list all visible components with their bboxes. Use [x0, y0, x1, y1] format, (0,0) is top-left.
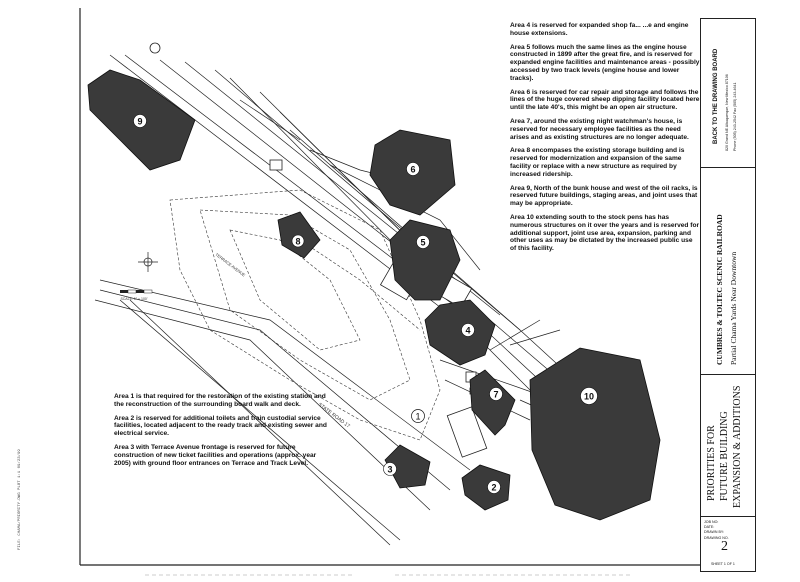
area-9-label: 9 — [137, 116, 143, 127]
job-no-label: JOB NO: — [704, 520, 719, 524]
project-cell — [701, 169, 755, 375]
state-road-label: STATE ROAD 17 — [316, 401, 351, 430]
drawing-no-label: DRAWING NO. — [704, 536, 729, 540]
firm-cell — [701, 19, 755, 168]
note-area-1: Area 1 is that required for the restoration of the existing station and the reconstruction of the surrounding board walk and deck. — [114, 393, 326, 408]
area-5-label: 5 — [420, 237, 426, 248]
sheet-of: SHEET 1 OF 1 — [711, 562, 735, 566]
note-area-4: Area 4 is reserved for expanded shop fa... ...e and engine house extensions. — [510, 22, 689, 37]
area-6-label: 6 — [410, 164, 416, 175]
file-margin-note: FILE: CHAMA/PRIORITY.DWG PLOT 1:1 09/23/99 — [18, 449, 22, 550]
note-area-5: Area 5 follows much the same lines as the engine house constructed in 1899 after the great fire, and is reserved for expanded engine facilities and maintenance areas - possibly accessed by two track levels (engine house and lower tracks). — [510, 43, 700, 82]
area-10-shape — [530, 348, 660, 520]
firm-address: 820 Grand NE Albuquerque, New Mexico 87106 — [725, 74, 729, 151]
note-area-7: Area 7, around the existing night watchman's house, is reserved for necessary employee facilities as the need arises and as existing structures are no longer adequate. — [510, 117, 689, 141]
note-area-9: Area 9, North of the bunk house and west of the oil racks, is reserved future buildings, staging areas, and joint uses that may be appropriate. — [510, 184, 698, 208]
firm-phone: Phone (505) 243-2542 Fax (505) 243-4641 — [733, 82, 737, 151]
area-4-label: 4 — [465, 325, 471, 336]
note-area-6: Area 6 is reserved for car repair and storage and follows the lines of the huge covered sheep dipping facility located here until the late 40's, this might be an open air structure. — [510, 88, 700, 112]
area-2-shape — [462, 465, 510, 510]
area-3-label: 3 — [387, 464, 393, 475]
note-area-3: Area 3 with Terrace Avenue frontage is reserved for future construction of new ticket facilities and operations (approx. year 2005) with ground floor entrances on Terrace and Track Level. — [114, 443, 317, 467]
area-8-label: 8 — [295, 236, 301, 247]
drawing-number-cell — [701, 518, 755, 571]
area-1-label: 1 — [415, 411, 421, 422]
drawing-title-line-1: PRIORITIES FOR — [706, 425, 717, 501]
notes-top — [510, 22, 700, 259]
drawing-title-line-2: FUTURE BUILDING — [719, 411, 730, 501]
project-railroad: CUMBRES & TOLTEC SCENIC RAILROAD — [715, 214, 724, 365]
note-area-2: Area 2 is reserved for additional toilets and train custodial service facilities, located adjacent to the ready track and existing sewer and electrical service. — [114, 414, 327, 438]
drawing-title-line-3: EXPANSION & ADDITIONS — [732, 385, 743, 508]
area-7-label: 7 — [493, 389, 499, 400]
note-area-8: Area 8 encompases the existing storage building and is reserved for modernization and expansion of the same facility or replace with a new structure as required by increased ridership. — [510, 147, 685, 178]
north-arrow-icon — [138, 252, 158, 272]
firm-name: BACK TO THE DRAWING BOARD — [713, 48, 719, 144]
drawing-title-cell — [701, 376, 755, 517]
area-4-shape — [425, 300, 495, 365]
drawn-by-label: DRAWN BY: — [704, 530, 725, 534]
area-10-label: 10 — [583, 391, 595, 402]
date-label: DATE: — [704, 525, 715, 529]
note-area-10: Area 10 extending south to the stock pens has has numerous structures on it over the years and is reserved for additional support, joint use area, expansion, parking and other uses as may be dictated by the increased public use of this facility. — [510, 213, 700, 253]
title-block — [700, 18, 756, 572]
project-site: Partial Chama Yards Near Downtown — [729, 251, 738, 365]
scale-bar — [120, 290, 152, 301]
area-2-label: 2 — [491, 482, 497, 493]
notes-bottom — [114, 393, 329, 473]
scale-label: SCALE: 1" = 100' — [120, 297, 148, 301]
sheet-number: 2 — [721, 539, 728, 554]
terrace-avenue-label: TERRACE AVENUE — [214, 251, 247, 278]
